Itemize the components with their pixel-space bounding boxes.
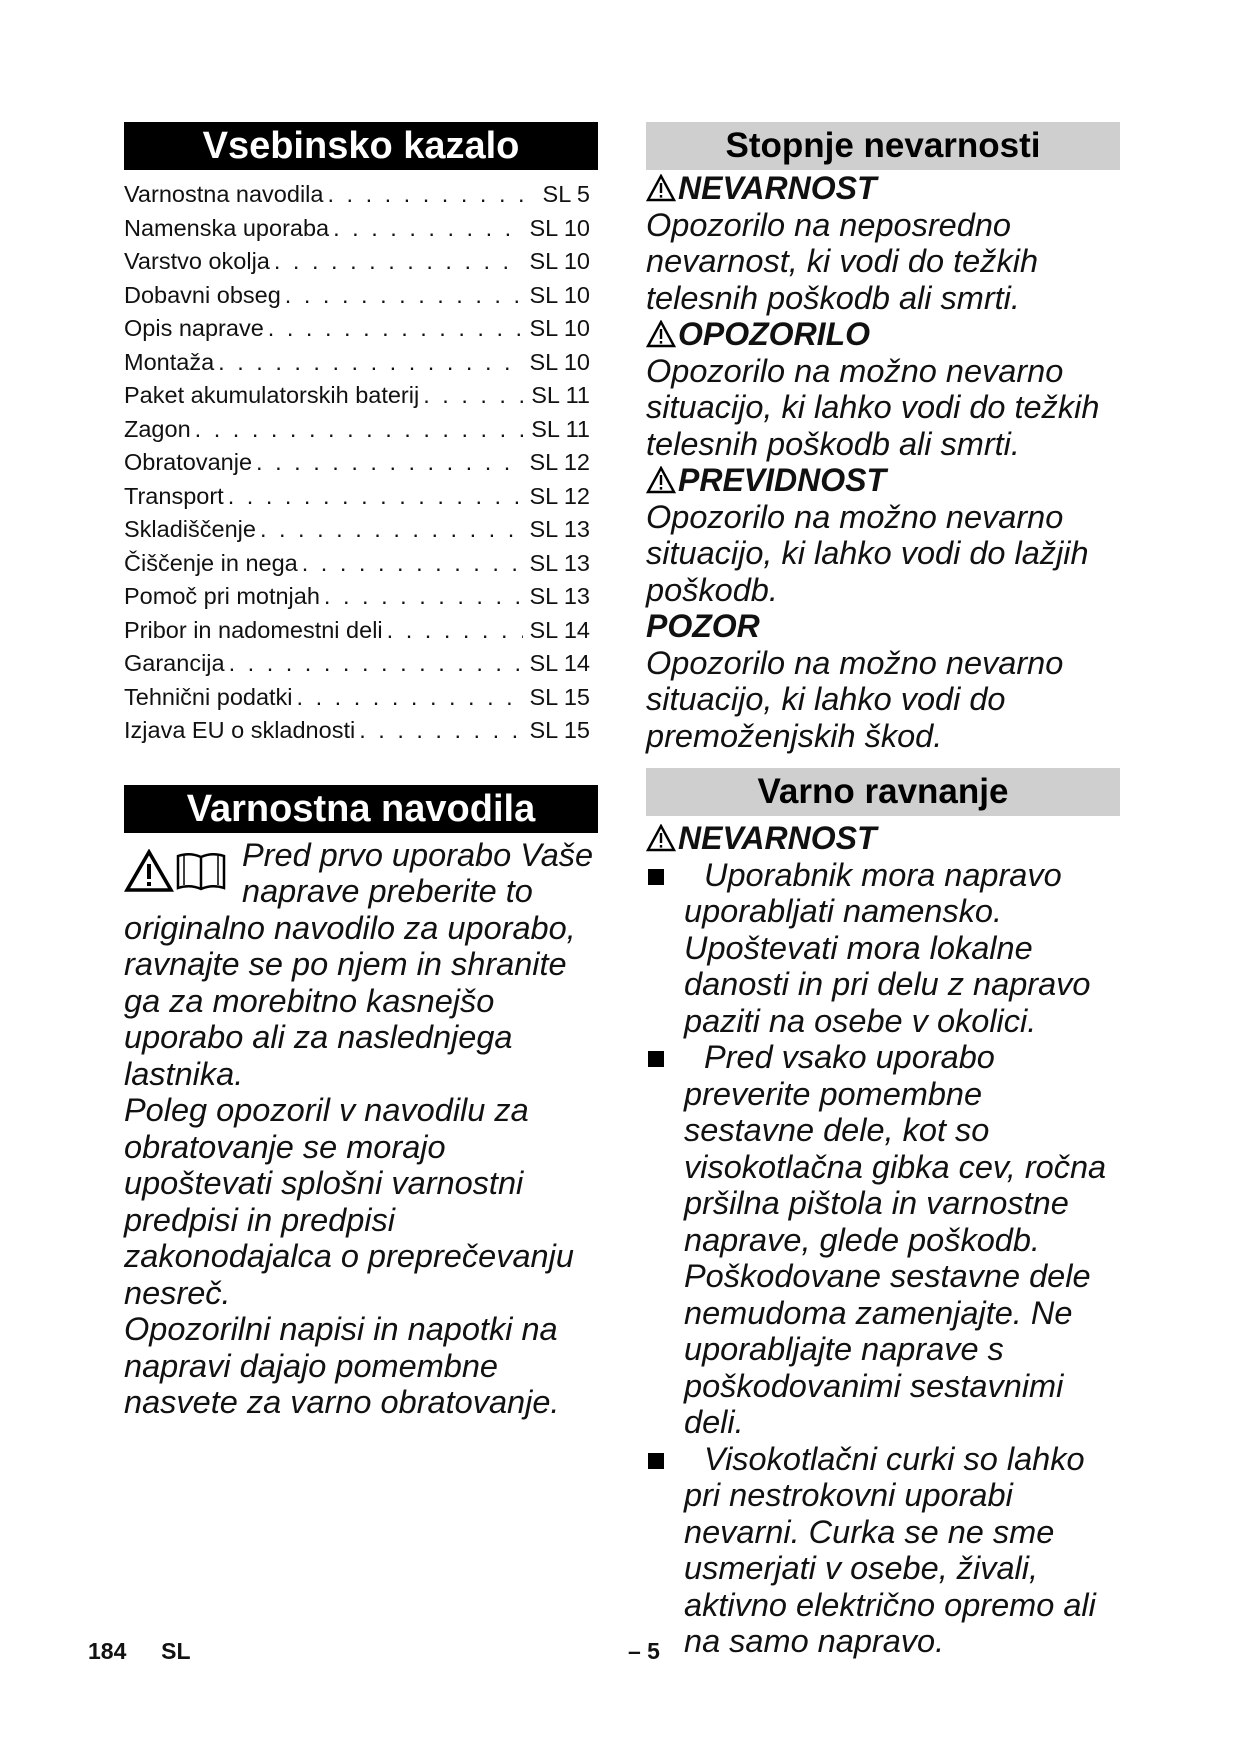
- toc-entry: Zagon . . . SL 11: [124, 413, 598, 447]
- footer-page-info: [88, 1638, 191, 1665]
- list-item: [646, 1039, 1120, 1441]
- warning-manual-icons: [124, 843, 234, 899]
- section-page-number: – 5: [628, 1638, 660, 1664]
- danger-level-item: [646, 316, 1120, 462]
- danger-heading: POZOR: [646, 608, 760, 644]
- manual-book-icon: [174, 848, 228, 894]
- toc-entry: Opis naprave . . . SL 10: [124, 312, 598, 346]
- danger-heading: PREVIDNOST: [678, 462, 887, 498]
- list-item: [646, 857, 1120, 1040]
- page-number: 184: [88, 1638, 127, 1664]
- warning-triangle-icon: [646, 320, 676, 348]
- safe-handling-heading: NEVARNOST: [678, 820, 877, 856]
- danger-heading: OPOZORILO: [678, 316, 870, 352]
- danger-level-item: [646, 462, 1120, 608]
- safety-intro: [124, 837, 598, 1421]
- toc-entry: Pribor in nadomestni deli . . . SL 14: [124, 614, 598, 648]
- warning-triangle-icon: [646, 174, 676, 202]
- toc-entry: Čiščenje in nega . . . SL 13: [124, 547, 598, 581]
- safety-paragraph: Poleg opozoril v navodilu za obratovanje se morajo upoštevati splošni varnostni predpisi in predpisi zakonodajalca o preprečevanju nesreč.: [124, 1092, 574, 1311]
- toc-entry: Skladiščenje . . . SL 13: [124, 513, 598, 547]
- toc-list: [124, 178, 598, 748]
- right-column: [646, 122, 1120, 1660]
- bullet-text: Uporabnik mora napravo uporabljati namensko. Upoštevati mora lokalne danosti in pri delu z napravo paziti na osebe v okolici.: [684, 856, 1091, 1039]
- toc-entry: Dobavni obseg . . . SL 10: [124, 279, 598, 313]
- list-item: [646, 1441, 1120, 1660]
- toc-entry: Garancija . . . SL 14: [124, 647, 598, 681]
- toc-entry: Montaža . . . SL 10: [124, 346, 598, 380]
- warning-triangle-icon: [646, 824, 676, 852]
- toc-entry: Tehnični podatki . . . SL 15: [124, 681, 598, 715]
- toc-entry: Obratovanje . . . SL 12: [124, 446, 598, 480]
- toc-entry: Varnostna navodila . . . SL 5: [124, 178, 598, 212]
- bullet-square-icon: [648, 869, 664, 885]
- warning-triangle-icon: [646, 466, 676, 494]
- warning-triangle-icon: [124, 849, 174, 893]
- safety-intro-text: Pred prvo uporabo Vaše naprave preberite to originalno navodilo za uporabo, ravnajte se po njem in shranite ga za morebitno kasnejšo uporabo ali za naslednjega lastnika.: [124, 836, 594, 1092]
- bullet-text: Visokotlačni curki so lahko pri nestrokovni uporabi nevarni. Curka se ne sme usmerjati v osebe, živali, aktivno električno opremo ali na samo napravo.: [684, 1440, 1096, 1659]
- toc-entry: Transport . . . SL 12: [124, 480, 598, 514]
- danger-text: Opozorilo na možno nevarno situacijo, ki lahko vodi do lažjih poškodb.: [646, 498, 1089, 608]
- danger-levels-title: Stopnje nevarnosti: [646, 122, 1120, 170]
- bullet-square-icon: [648, 1051, 664, 1067]
- toc-entry: Namenska uporaba . . . SL 10: [124, 212, 598, 246]
- danger-level-item: [646, 608, 1120, 754]
- danger-text: Opozorilo na možno nevarno situacijo, ki lahko vodi do težkih telesnih poškodb ali smrti.: [646, 352, 1100, 462]
- danger-level-item: [646, 170, 1120, 316]
- language-code: SL: [161, 1638, 191, 1664]
- bullet-text: Pred vsako uporabo preverite pomembne sestavne dele, kot so visokotlačna gibka cev, ročna pršilna pištola in varnostne naprave, glede poškodb. Poškodovane sestavne dele nemudoma zamenjajte. Ne uporabljajte naprave s poškodovanimi sestavnimi deli.: [684, 1039, 1107, 1440]
- toc-entry: Izjava EU o skladnosti . . . SL 15: [124, 714, 598, 748]
- left-column: [124, 122, 598, 1421]
- toc-entry: Varstvo okolja . . . SL 10: [124, 245, 598, 279]
- toc-title: Vsebinsko kazalo: [124, 122, 598, 170]
- danger-text: Opozorilo na neposredno nevarnost, ki vodi do težkih telesnih poškodb ali smrti.: [646, 206, 1039, 316]
- danger-text: Opozorilo na možno nevarno situacijo, ki lahko vodi do premoženjskih škod.: [646, 644, 1064, 754]
- toc-entry: Paket akumulatorskih baterij . . . SL 11: [124, 379, 598, 413]
- safe-handling-title: Varno ravnanje: [646, 768, 1120, 816]
- bullet-square-icon: [648, 1453, 664, 1469]
- toc-entry: Pomoč pri motnjah . . . SL 13: [124, 580, 598, 614]
- safety-title: Varnostna navodila: [124, 785, 598, 833]
- danger-heading: NEVARNOST: [678, 170, 877, 206]
- safety-paragraph: Opozorilni napisi in napotki na napravi dajajo pomembne nasvete za varno obratovanje.: [124, 1311, 560, 1420]
